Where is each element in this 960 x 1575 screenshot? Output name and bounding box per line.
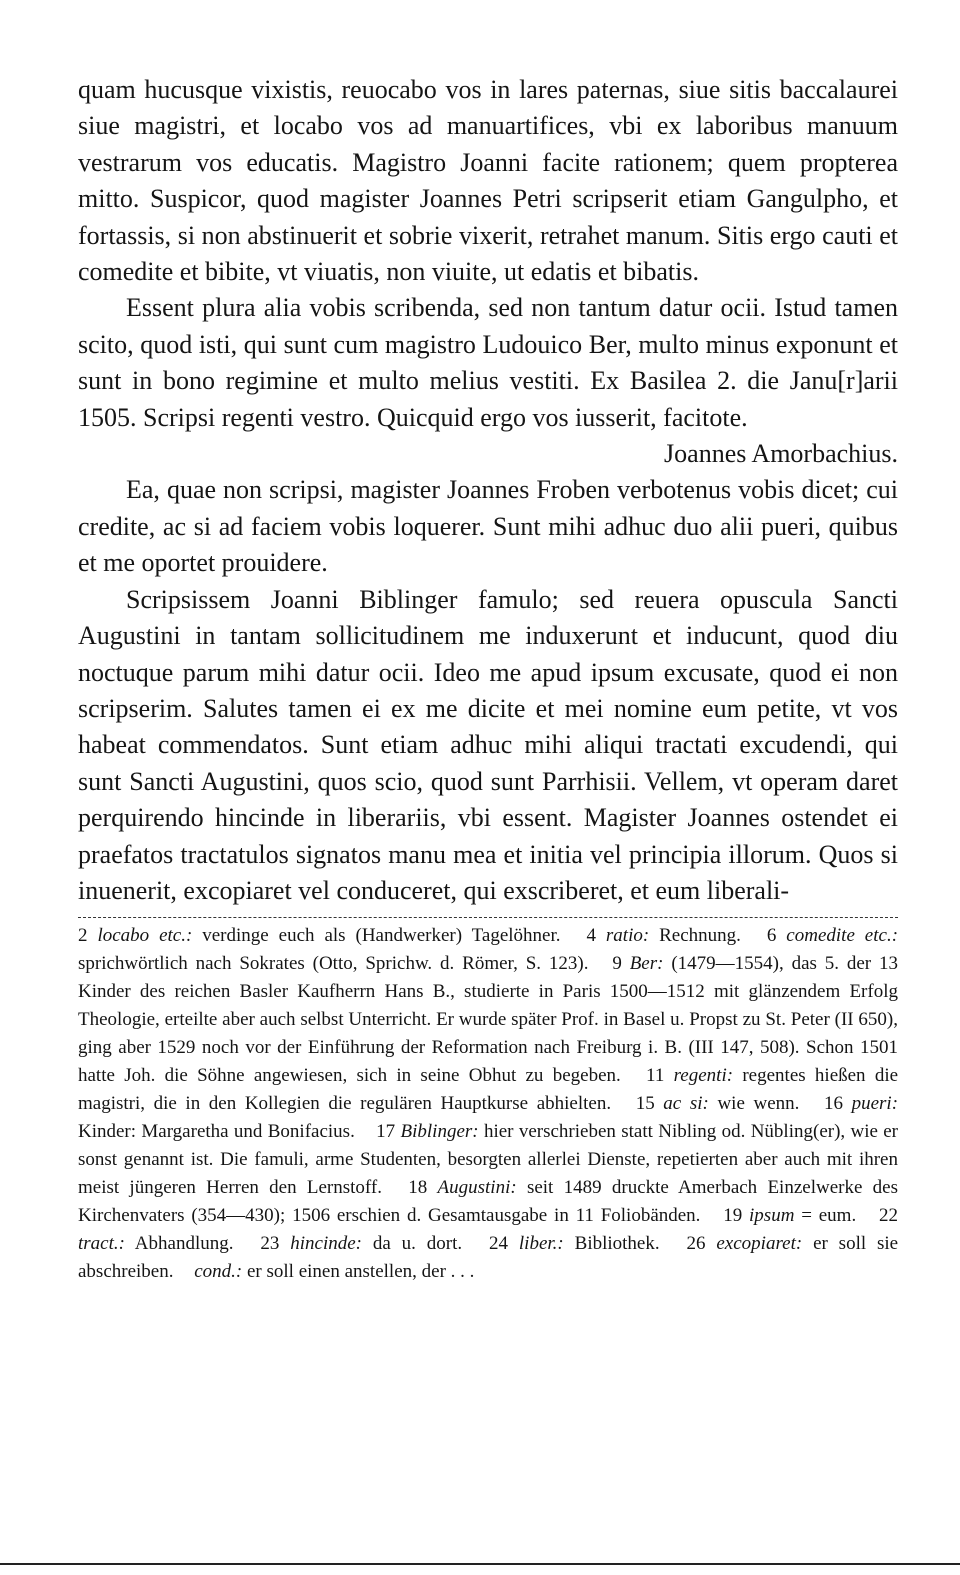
paragraph-1: quam hucusque vixistis, reuocabo vos in lares paternas, siue sitis baccalaurei siue magistri, et locabo vos ad manuartifices, vbi ex laboribus manuum vestrarum vos educatis. Magistro Joanni facite rationem; quem propterea mitto. Suspicor, quod magister Joannes Petri scripserit etiam Gangulpho, et fortassis, si non abstinuerit et sobrie vixerit, retrahet manum. Sitis ergo cauti et comedite et bibite, vt viuatis, non viuite, ut edatis et bibatis. <box>78 75 898 287</box>
footnote: 11 regenti: regentes hießen die magistri, die in den Kollegien die regulären Hauptkurse abhielten. <box>78 1065 899 1115</box>
paragraph-2: Essent plura alia vobis scribenda, sed non tantum datur ocii. Istud tamen scito, quod isti, qui sunt cum magistro Ludouico Ber, multo minus exponunt et sunt in bono regimine et multo melius vestiti. Ex Basilea 2. die Janu[r]arii 1505. Scripsi regenti vestro. Quicquid ergo vos iusserit, facitote. <box>78 293 898 432</box>
footnote: 15 ac si: wie wenn. <box>635 1093 800 1115</box>
footnote: 6 comedite etc.: sprichwörtlich nach Sokrates (Otto, Sprichw. d. Römer, S. 123). <box>78 925 899 975</box>
footnote: 2 locabo etc.: verdinge euch als (Handwerker) Tagelöhner. <box>78 925 561 947</box>
footnote: 17 Biblinger: hier verschrieben statt Nibling od. Nübling(er), wie er sonst genannt ist. Die famuli, arme Studenten, besorgten allerlei Dienste, repetierten aber auch mit ihren meist jüngeren Herren den Lernstoff. <box>78 1121 899 1199</box>
footnote: 24 liber.: Bibliothek. <box>489 1233 660 1255</box>
footnote: 9 Ber: (1479—1554), das 5. der 13 Kinder des reichen Basler Kaufherrn Hans B., studierte in Paris 1500—1512 mit glänzendem Erfolg Theologie, erteilte aber auch selbst Unterricht. Er wurde später Prof. in Basel u. Propst zu St. Peter (II 650), ging aber 1529 noch vor der Einführung der Reformation nach Freiburg i. B. (III 147, 508). Schon 1501 hatte Joh. die Söhne angewiesen, sich in seine Obhut zu begeben. <box>78 953 898 1087</box>
footnotes <box>78 922 898 1286</box>
footnote: 23 hincinde: da u. dort. <box>260 1233 463 1255</box>
footnote: 18 Augustini: seit 1489 druckte Amerbach Einzelwerke des Kirchenvaters (354—430); 1506 erschien d. Gesamtausgabe in 11 Foliobänden. <box>78 1177 898 1227</box>
footnote-divider <box>78 917 898 918</box>
footnote: 19 ipsum = eum. <box>723 1205 857 1227</box>
footnote: 26 excopiaret: er soll sie abschreiben. <box>78 1233 899 1283</box>
footnote: 22 tract.: Abhandlung. <box>78 1205 899 1255</box>
paragraph-3: Ea, quae non scripsi, magister Joannes Froben verbotenus vobis dicet; cui credite, ac si ad faciem vobis loquerer. Sunt mihi adhuc duo alii pueri, quibus et me oportet prouidere. <box>78 475 898 578</box>
signature: Joannes Amorbachius. <box>664 439 898 469</box>
page-bottom-rule <box>0 1563 960 1565</box>
paragraph-4: Scripsissem Joanni Biblinger famulo; sed reuera opuscula Sancti Augustini in tantam sollicitudinem me induxerunt et inducunt, quod diu noctuque parum mihi datur ocii. Ideo me apud ipsum excusate, quod ei non scripserim. Salutes tamen ei ex me dicite et mei nomine eum petite, vt vos habeat commendatos. Sunt etiam adhuc mihi aliqui tractati excudendi, qui sunt Sancti Augustini, quos scio, quod sunt Parrhisii. Vellem, vt operam daret perquirendo hincinde in liberariis, vbi essent. Magister Joannes ostendet ei praefatos tractatulos signatos manu mea et initia vel principia illorum. Quos si inuenerit, excopiaret vel conduceret, qui exscriberet, et eum liberali- <box>78 584 898 905</box>
document-page <box>78 72 898 1286</box>
footnote: 4 ratio: Rechnung. <box>586 925 741 947</box>
main-text <box>78 72 898 909</box>
footnote: cond.: er soll einen anstellen, der . . . <box>194 1261 475 1283</box>
footnote: 16 pueri: Kinder: Margaretha und Bonifacius. <box>78 1093 899 1143</box>
